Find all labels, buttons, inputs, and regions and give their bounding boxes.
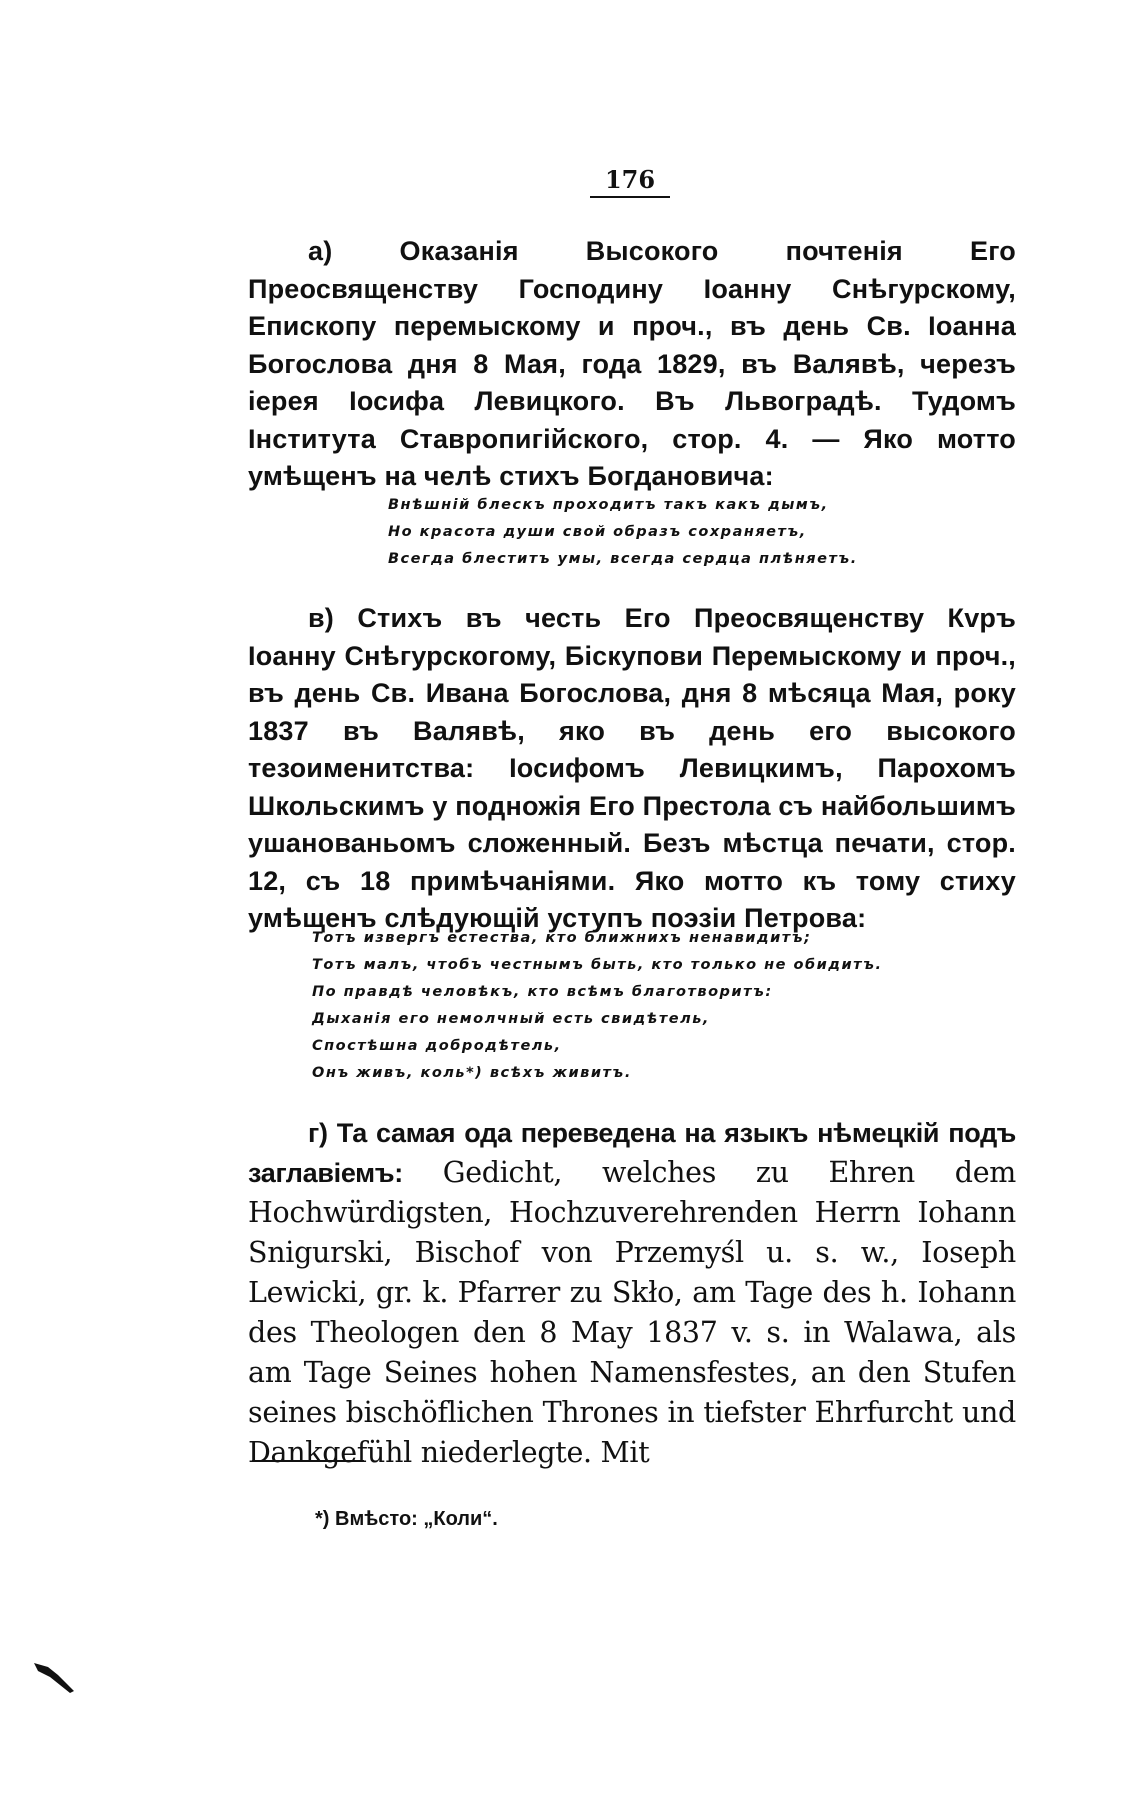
verse-line: Всегда блеститъ умы, всегда сердца плѣняетъ. [388,551,858,567]
paragraph-g-block [248,1113,1016,1473]
paragraph-b: в) Стихъ въ честь Его Преосвященству Кvръ Іоанну Снѣгурскогому, Біскупови Перемыскому и проч., въ день Св. Ивана Богослова, дня 8 мѣсяца Мая, року 1837 въ Валявѣ, яко въ день его высокого тезоименитства: Іосифомъ Левицкимъ, Парохомъ Школьскимъ у подножія Его Престола съ найбольшимъ ушанованьомъ сложенный. Безъ мѣстца печати, стор. 12, съ 18 примѣчаніями. Яко мотто къ тому стиху умѣщенъ слѣдующій уступъ поэзіи Петрова: [248,603,1016,933]
verse-line: Дыханія его немолчный есть свидѣтель, [312,1011,710,1027]
footnote: *) Вмѣсто: „Коли“. [315,1508,498,1530]
ink-blot-mark [30,1655,80,1695]
verse-line: Внѣшній блескъ проходитъ такъ какъ дымъ, [388,497,829,513]
verse-line: Онъ живъ, коль*) всѣхъ живитъ. [312,1065,632,1081]
verse-epigraph-1 [388,492,858,573]
paragraph-a: а) Оказанія Высокого почтенія Его Преосвященству Господину Іоанну Снѣгурскому, Епископу перемыскому и проч., въ день Св. Іоанна Богослова дня 8 Мая, года 1829, въ Валявѣ, черезъ іерея Іосифа Левицкого. Въ Львоградѣ. Тудомъ Інститута Ставропигійского, стор. 4. — Яко мотто умѣщенъ на челѣ стихъ Богдановича: [248,236,1016,491]
verse-line: Спостѣшна добродѣтель, [312,1038,562,1054]
verse-line: Тотъ извергъ естества, кто ближнихъ ненавидитъ; [312,930,812,946]
paragraph-g: г) Та самая ода переведена на языкъ нѣмецкій подъ заглавіемъ: Gedicht, welches zu Ehren dem Hochwürdigsten, Hochzuverehrenden Herrn Iohann Snigurski, Bischof von Przemyśl u. s. w., Ioseph Lewicki, gr. k. Pfarrer zu Skło, am Tage des h. Iohann des Theologen den 8 May 1837 v. s. in Walawa, als am Tage Seines hohen Namensfestes, an den Stufen seines bischöflichen Thrones in tiefster Ehrfurcht und Dankgefühl niederlegte. Mit [248,1118,1016,1469]
paragraph-a-block [248,233,1016,496]
verse-line: Но красота души свой образъ сохраняетъ, [388,524,807,540]
verse-line: Тотъ малъ, чтобъ честнымъ быть, кто только не обидитъ. [312,957,883,973]
paragraph-b-block [248,600,1016,938]
verse-line: По правдѣ человѣкъ, кто всѣмъ благотворитъ: [312,984,773,1000]
footnote-rule [252,1460,364,1462]
verse-epigraph-2 [312,925,882,1087]
page-number: 176 [590,165,670,198]
